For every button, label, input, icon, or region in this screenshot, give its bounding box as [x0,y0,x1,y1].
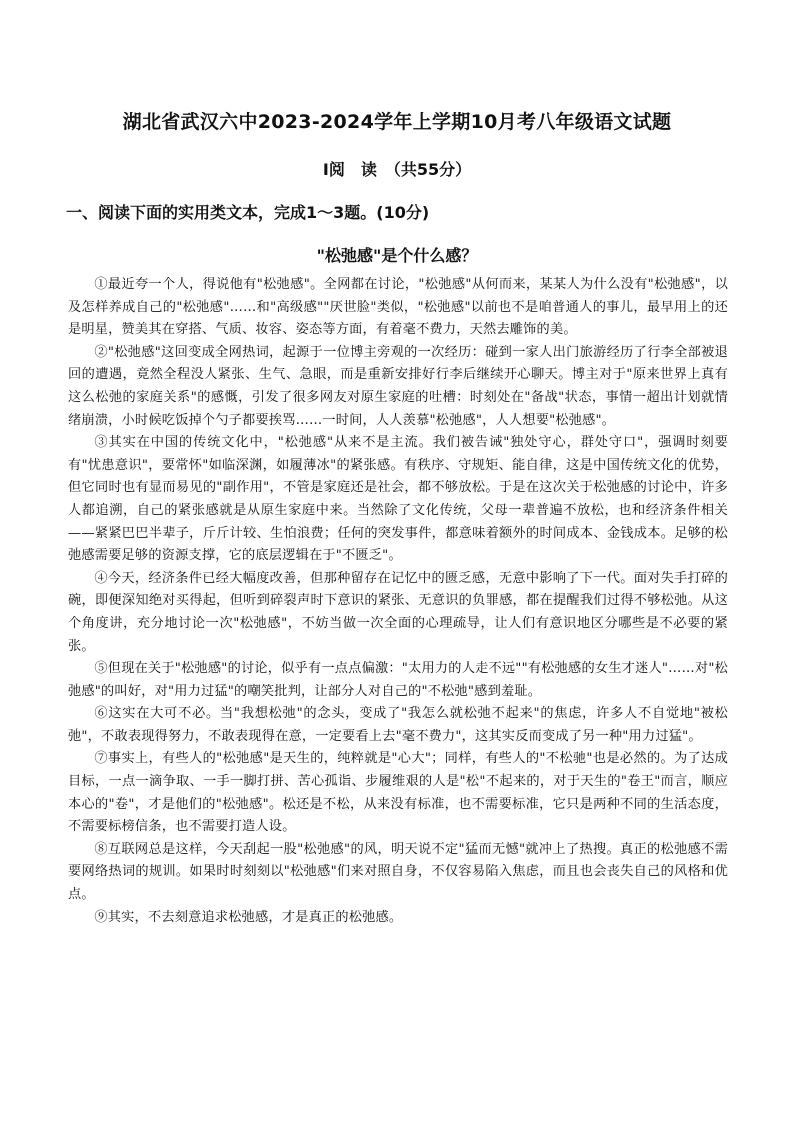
paragraph-2: ②"松弛感"这回变成全网热词，起源于一位博主旁观的一次经历：碰到一家人出门旅游经历了行李全部被退回的遭遇，竟然全程没人紧张、生气、急眼，而是重新安排好行李后继续开心聊天。博主对于"原来世界上真有这么松弛的家庭关系"的感慨，引发了很多网友对原生家庭的吐槽：时刻处在"备战"状态，事情一超出计划就情绪崩溃，小时候吃饭掉个勺子都要挨骂……一时间，人人羡慕"松弛感"，人人想要"松弛感"。 [68,344,728,428]
article-title: "松弛感"是个什么感？ [316,246,478,265]
part-heading: Ⅰ阅 读 （共55分） [322,160,472,179]
article-body [68,274,728,929]
paragraph-7: ⑦事实上，有些人的"松弛感"是天生的，纯粹就是"心大"；同样，有些人的"不松驰"也是必然的。为了达成目标，一点一滴争取、一手一脚打拼、苦心孤诣、步履维艰的人是"松"不起来的，对于天生的"卷王"而言，顺应本心的"卷"，才是他们的"松弛感"。松还是不松，从来没有标准，也不需要标准，它只是两种不同的生活态度，不需要标榜信条，也不需要打造人设。 [68,751,728,835]
paragraph-4: ④今天，经济条件已经大幅度改善，但那种留存在记忆中的匮乏感，无意中影响了下一代。面对失手打碎的碗，即便深知绝对买得起，但听到碎裂声时下意识的紧张、无意识的负罪感，都在提醒我们过得不够松弛。从这个角度讲，充分地讨论一次"松弛感"，不妨当做一次全面的心理疏导，让人们有意识地区分哪些是不必要的紧张。 [68,570,728,654]
paragraph-3: ③其实在中国的传统文化中，"松弛感"从来不是主流。我们被告诫"独处守心，群处守口"，强调时刻要有"忧患意识"，要常怀"如临深渊，如履薄冰"的紧张感。有秩序、守规矩、能自律，这是中国传统文化的优势，但它同时也有显而易见的"副作用"，不管是家庭还是社会，都不够放松。于是在这次关于松弛感的讨论中，许多人都追溯，自己的紧张感就是从原生家庭中来。当然除了文化传统，父母一辈普遍不放松，也和经济条件相关——紧紧巴巴半辈子，斤斤计较、生怕浪费；任何的突发事件，都意味着额外的时间成本、金钱成本。足够的松弛感需要足够的资源支撑，它的底层逻辑在于"不匮乏"。 [68,435,728,564]
paragraph-9: ⑨其实，不去刻意追求松弛感，才是真正的松弛感。 [94,909,403,925]
exam-title: 湖北省武汉六中2023-2024学年上学期10月考八年级语文试题 [122,111,672,133]
section-instruction: 一、阅读下面的实用类文本，完成1～3题。(10分) [66,203,430,222]
paragraph-6: ⑥这实在大可不必。当"我想松弛"的念头，变成了"我怎么就松弛不起来"的焦虑，许多人不自觉地"被松弛"，不敢表现得努力，不敢表现得在意，一定要看上去"毫不费力"，这其实反而变成了另一种"用力过猛"。 [68,706,728,744]
paragraph-1: ①最近夸一个人，得说他有"松弛感"。全网都在讨论，"松弛感"从何而来，某某人为什么没有"松弛感"，以及怎样养成自己的"松弛感"……和"高级感""厌世脸"类似，"松弛感"以前也不是咱普通人的事儿，最早用上的还是明星，赞美其在穿搭、气质、妆容、姿态等方面，有着毫不费力，天然去雕饰的美。 [68,277,728,338]
paragraph-5: ⑤但现在关于"松弛感"的讨论，似乎有一点点偏激："太用力的人走不远""有松弛感的女生才迷人"……对"松弛感"的叫好，对"用力过猛"的嘲笑批判，让部分人对自己的"不松弛"感到羞耻。 [68,661,728,699]
paragraph-8: ⑧互联网总是这样，今天刮起一股"松弛感"的风，明天说不定"猛而无憾"就冲上了热搜。真正的松弛感不需要网络热词的规训。如果时时刻刻以"松弛感"们来对照自身，不仅容易陷入焦虑，而且也会丧失自己的风格和优点。 [68,841,728,903]
